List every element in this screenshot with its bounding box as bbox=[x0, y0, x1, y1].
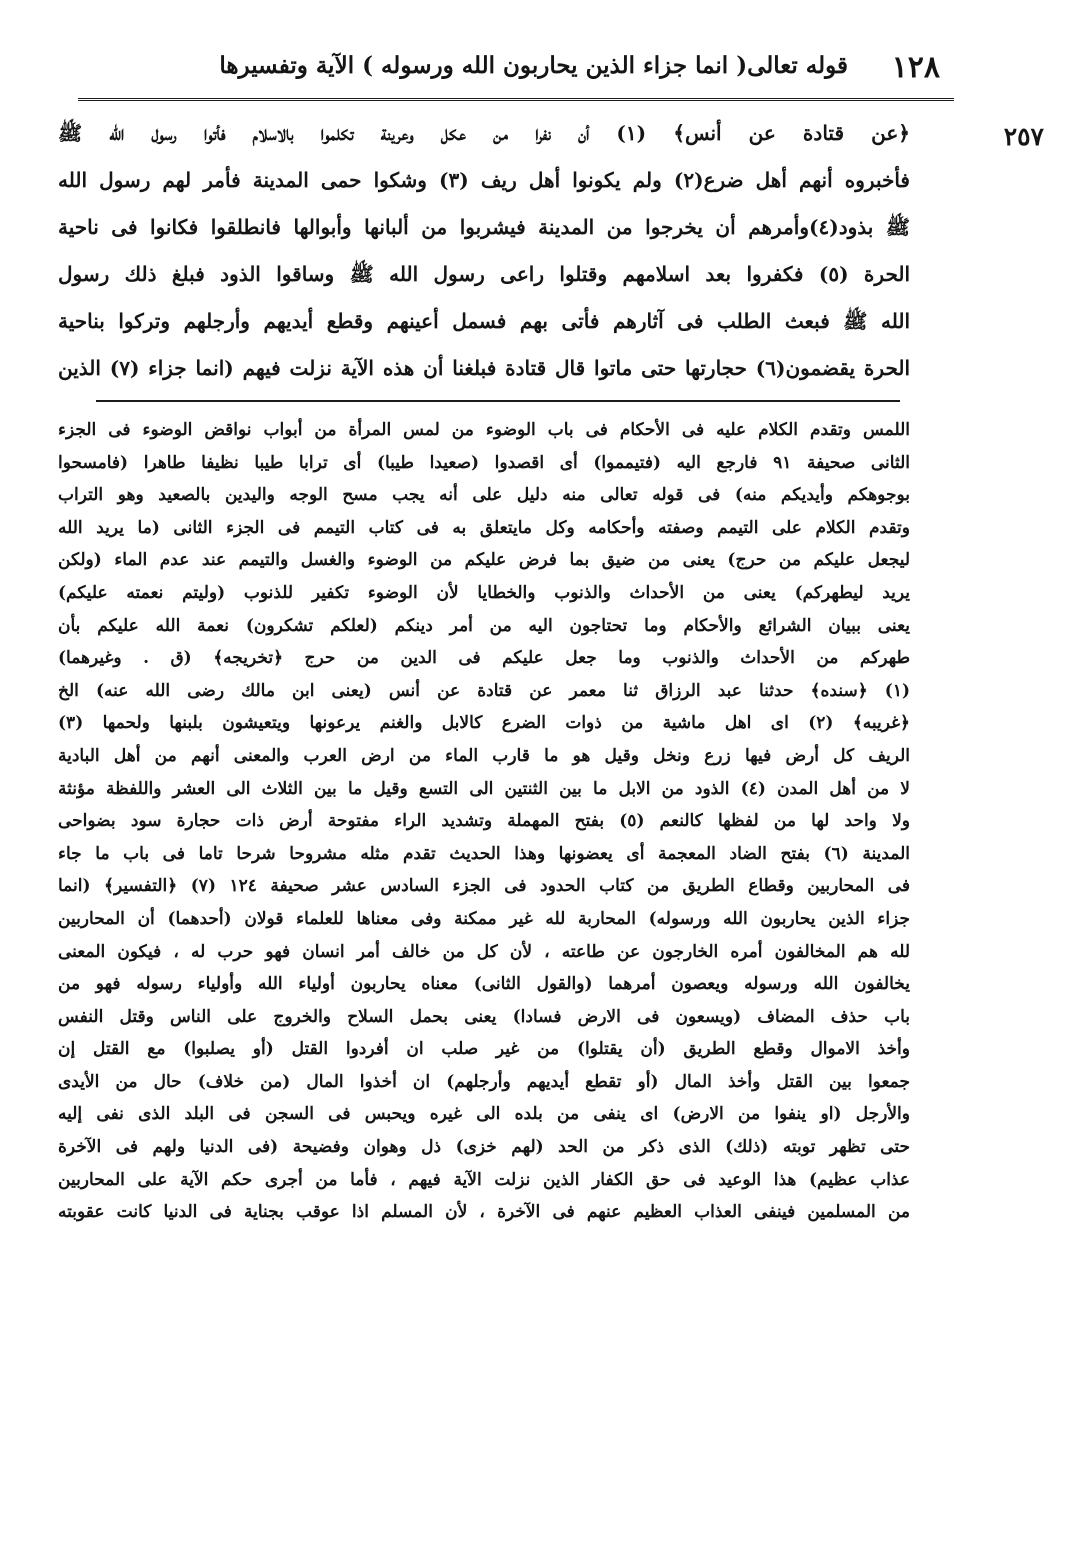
section-divider bbox=[96, 400, 900, 402]
hadith-line: ﷺ بذود(٤)وأمرهم أن يخرجوا من المدينة فيشربوا من ألبانها وأبوالها فانطلقوا فكانوا فى ناحية bbox=[58, 215, 910, 239]
commentary-text bbox=[58, 414, 910, 1229]
hadith-line: فأخبروه أنهم أهل ضرع(٢) ولم يكونوا أهل ريف (٣) وشكوا حمى المدينة فأمر لهم رسول الله bbox=[58, 168, 910, 192]
commentary-line: عذاب عظيم) هذا الوعيد فى حق الكفار الذين نزلت الآية فيهم ، فأما من أجرى حكم الآية على المحاربين bbox=[58, 1169, 910, 1190]
commentary-line: يخالفون الله ورسوله ويعصون أمرهما (والقول الثانى) معناه يحاربون أولياء الله وأولياء رسوله فهو من bbox=[58, 974, 910, 995]
commentary-line: من المسلمين فينفى العذاب العظيم عنهم فى الآخرة ، لأن المسلم اذا عوقب بجناية فى الدنيا كانت عقوبته bbox=[58, 1202, 910, 1223]
commentary-line: فى المحاربين وقطاع الطريق من كتاب الحدود فى الجزء السادس عشر صحيفة ١٢٤ (٧) ﴿التفسير﴾ (انما bbox=[58, 876, 910, 897]
commentary-line: (١) ﴿سنده﴾ حدثنا عبد الرزاق ثنا معمر عن قتادة عن أنس (يعنى ابن مالك رضى الله عنه) الخ bbox=[58, 680, 910, 701]
hadith-text bbox=[58, 110, 910, 392]
commentary-line: جمعوا بين القتل وأخذ المال (أو تقطع أيديهم وأرجلهم) ان أخذوا المال (من خلاف) حال من الأيدى bbox=[58, 1071, 910, 1092]
commentary-line: وتقدم الكلام على التيمم وصفته وأحكامه وكل مايتعلق به فى كتاب التيمم فى الجزء الثانى (ما يريد الله bbox=[58, 517, 910, 538]
commentary-line: لله هم المخالفون أمره الخارجون عن طاعته ، لأن كل من خالف أمر انسان فهو حرب له ، فيكون المعنى bbox=[58, 941, 910, 962]
commentary-line: ولا واحد لها من لفظها كالنعم (٥) بفتح المهملة وتشديد الراء مفتوحة أرض ذات حجارة سود بضواحى bbox=[58, 811, 910, 832]
commentary-line: والأرجل (او ينفوا من الارض) اى ينفى من بلده الى غيره ويحبس فى السجن فى البلد الذى نفى إليه bbox=[58, 1104, 910, 1125]
commentary-line: اللمس وتقدم الكلام عليه فى الأحكام فى باب الوضوء من لمس المرأة من أبواب نواقض الوضوء فى الجزء bbox=[58, 420, 910, 440]
hadith-line: ﴿عن قتادة عن أنس﴾ (١) أن نفرا من عكل وعرينة تكلموا بالاسلام فأتوا رسول الله ﷺ bbox=[58, 121, 910, 145]
hadith-line: الحرة (٥) فكفروا بعد اسلامهم وقتلوا راعى رسول الله ﷺ وساقوا الذود فبلغ ذلك رسول bbox=[58, 262, 910, 286]
hadith-line: الله ﷺ فبعث الطلب فى آثارهم فأتى بهم فسمل أعينهم وقطع أيديهم وأرجلهم وتركوا بناحية bbox=[58, 309, 910, 333]
hadith-line: الحرة يقضمون(٦) حجارتها حتى ماتوا قال قتادة فبلغنا أن هذه الآية نزلت فيهم (انما جزاء (٧) الذين bbox=[58, 356, 910, 380]
commentary-line: يريد ليطهركم) يعنى من الأحداث والذنوب والخطايا لأن الوضوء تكفير للذنوب (وليتم نعمته عليكم) bbox=[58, 582, 910, 603]
commentary-line: باب حذف المضاف (ويسعون فى الارض فسادا) يعنى بحمل السلاح والخروج على الناس وقتل النفس bbox=[58, 1006, 910, 1027]
hadith-number: ٢٥٧ bbox=[1003, 122, 1044, 151]
commentary-line: الثانى صحيفة ٩١ فارجع اليه (فتيمموا) أى اقصدوا (صعيدا طيبا) أى ترابا طيبا نظيفا طاهرا (فامسحوا bbox=[58, 452, 910, 473]
commentary-line: الريف كل أرض فيها زرع ونخل وقيل هو ما قارب الماء من ارض العرب والمعنى أنهم من أهل البادية bbox=[58, 745, 910, 766]
running-title: قوله تعالى( انما جزاء الذين يحاربون الله ورسوله ) الآية وتفسيرها bbox=[219, 52, 848, 79]
commentary-line: لا من أهل المدن (٤) الذود من الابل ما بين الثنتين الى التسع وقيل ما بين الثلاث الى العشر واللفظة مؤنثة bbox=[58, 778, 910, 799]
commentary-line: جزاء الذين يحاربون الله ورسوله) المحاربة لله غير ممكنة وفى معناها للعلماء قولان (أحدهما) أن المحاربين bbox=[58, 908, 910, 929]
commentary-line: وأخذ الاموال وقطع الطريق (أن يقتلوا) من غير صلب ان أفردوا القتل (أو يصلبوا) مع القتل إن bbox=[58, 1039, 910, 1060]
commentary-line: حتى تظهر توبته (ذلك) الذى ذكر من الحد (لهم خزى) ذل وهوان وفضيحة (فى الدنيا ولهم فى الآخرة bbox=[58, 1137, 910, 1158]
commentary-line: المدينة (٦) بفتح الضاد المعجمة أى يعضونها وهذا الحديث تقدم مثله مشروحا شرحا تاما فى باب ما جاء bbox=[58, 843, 910, 864]
commentary-line: يعنى ببيان الشرائع والأحكام وما تحتاجون اليه من أمر دينكم (لعلكم تشكرون) نعمة الله عليكم بأن bbox=[58, 615, 910, 636]
page-header bbox=[150, 46, 940, 90]
commentary-line: ليجعل عليكم من حرج) يعنى من ضيق بما فرض عليكم من الوضوء والغسل والتيمم عند عدم الماء (ولكن bbox=[58, 550, 910, 571]
commentary-line: طهركم من الأحداث والذنوب وما جعل عليكم فى الدين من حرج ﴿تخريجه﴾ (ق . وغيرهما) bbox=[58, 648, 910, 669]
commentary-line: بوجوهكم وأيديكم منه) فى قوله تعالى منه دليل على أنه يجب مسح الوجه واليدين بالصعيد وهو التراب bbox=[58, 485, 910, 506]
page-number: ١٢٨ bbox=[891, 50, 940, 85]
header-rule bbox=[78, 98, 954, 101]
commentary-line: ﴿غريبه﴾ (٢) اى اهل ماشية من ذوات الضرع كالابل والغنم يرعونها ويتعيشون بلبنها ولحمها (٣) bbox=[58, 713, 910, 734]
